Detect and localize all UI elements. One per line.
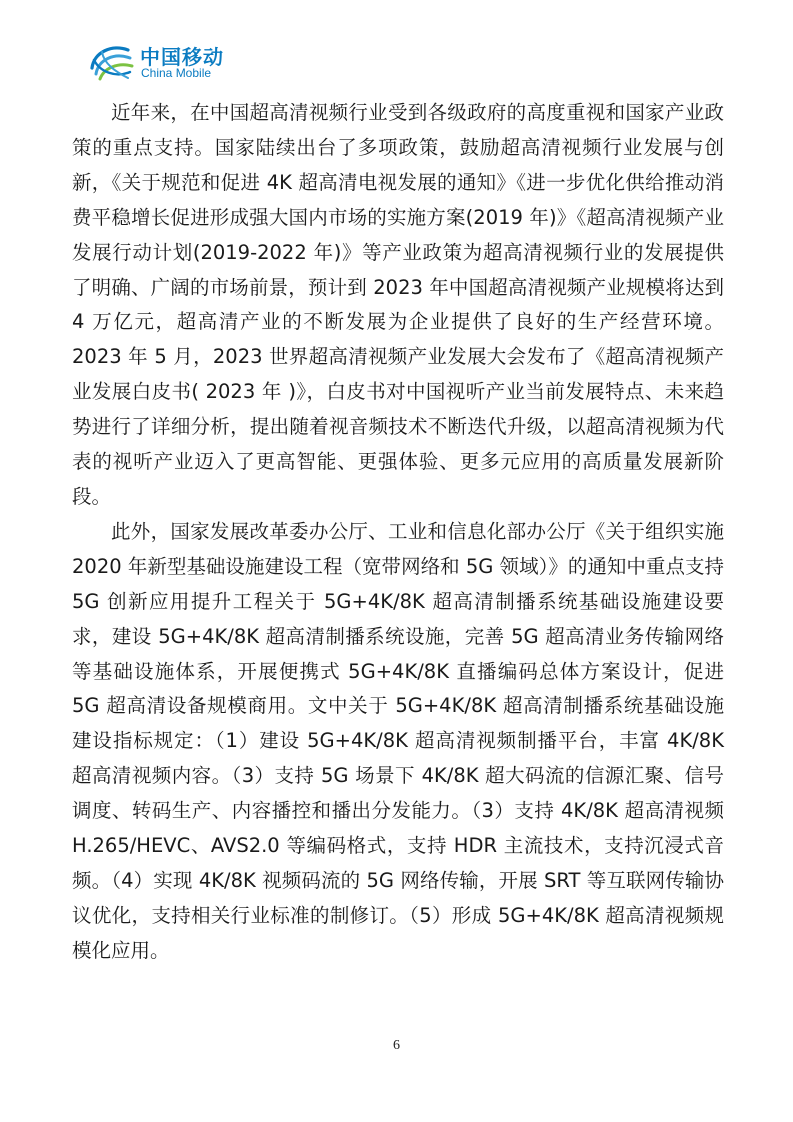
page-number: 6: [393, 1038, 400, 1053]
logo-english-text: China Mobile: [141, 66, 212, 80]
paragraph-infrastructure-notice: 此外，国家发展改革委办公厅、工业和信息化部办公厅《关于组织实施 2020 年新型基础设施建设工程（宽带网络和 5G 领域）》的通知中重点支持 5G 创新应用提升工程关于 5G+4K/8K 超高清制播系统基础设施建设要求，建设 5G+4K/8K 超高清制播系统设施，完善 5G 超高清业务传输网络等基础设施体系，开展便携式 5G+4K/8K 直播编码总体方案设计，促进 5G 超高清设备规模商用。文中关于 5G+4K/8K 超高清制播系统基础设施建设指标规定：（1）建设 5G+4K/8K 超高清视频制播平台，丰富 4K/8K 超高清视频内容。（3）支持 5G 场景下 4K/8K 超大码流的信源汇聚、信号调度、转码生产、内容播控和播出分发能力。（3）支持 4K/8K 超高清视频 H.265/HEVC、AVS2.0 等编码格式，支持 HDR 主流技术，支持沉浸式音频。（4）实现 4K/8K 视频码流的 5G 网络传输，开展 SRT 等互联网传输协议优化，支持相关行业标准的制修订。（5）形成 5G+4K/8K 超高清视频规模化应用。: [72, 519, 724, 962]
logo-chinese-text: 中国移动: [140, 45, 224, 69]
china-mobile-logo: [86, 38, 246, 86]
body-text: [72, 96, 724, 969]
china-mobile-logo-icon: [86, 38, 136, 84]
paragraph-industry-policy: 近年来，在中国超高清视频行业受到各级政府的高度重视和国家产业政策的重点支持。国家陆续出台了多项政策，鼓励超高清视频行业发展与创新，《关于规范和促进 4K 超高清电视发展的通知》《进一步优化供给推动消费平稳增长促进形成强大国内市场的实施方案(2019 年)》《超高清视频产业发展行动计划(2019-2022 年)》等产业政策为超高清视频行业的发展提供了明确、广阔的市场前景，预计到 2023 年中国超高清视频产业规模将达到 4 万亿元，超高清产业的不断发展为企业提供了良好的生产经营环境。2023 年 5 月，2023 世界超高清视频产业发展大会发布了《超高清视频产业发展白皮书( 2023 年 )》，白皮书对中国视听产业当前发展特点、未来趋势进行了详细分析，提出随着视音频技术不断迭代升级，以超高清视频为代表的视听产业迈入了更高智能、更强体验、更多元应用的高质量发展新阶段。: [72, 101, 724, 508]
